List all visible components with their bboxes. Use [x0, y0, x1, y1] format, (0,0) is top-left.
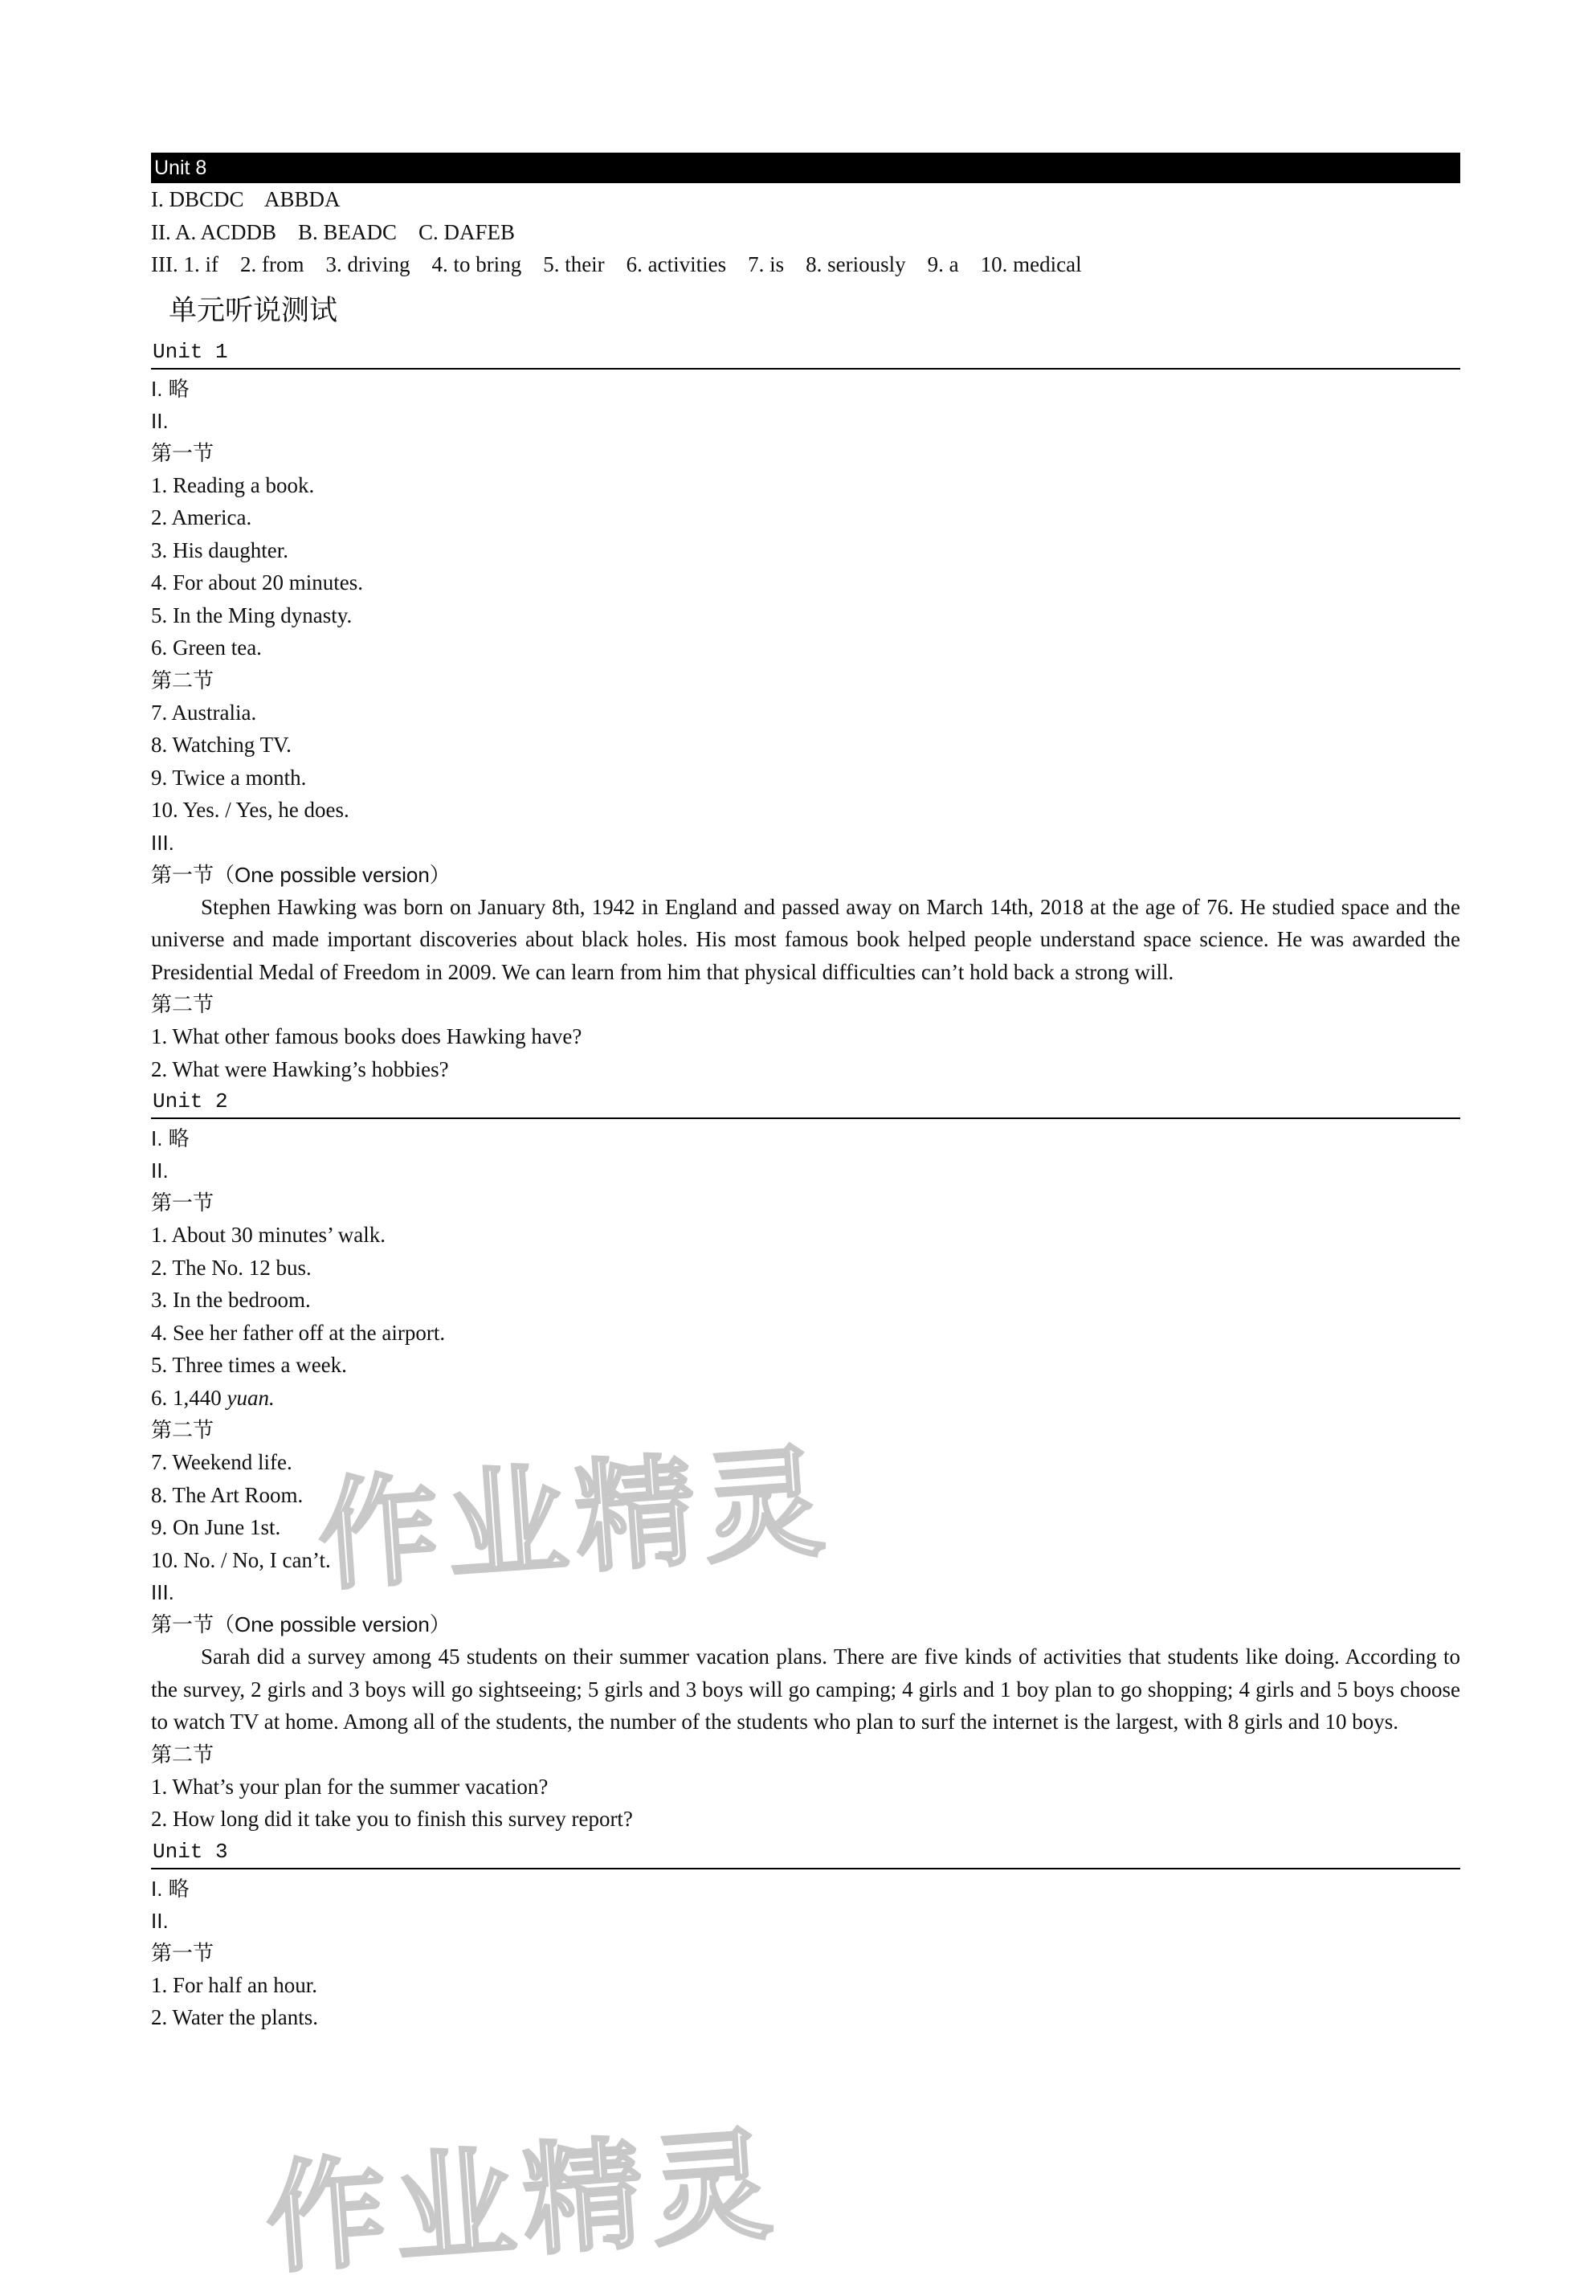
unit-1-heading: Unit 1	[151, 336, 1460, 370]
unit-3-part-ii: II.	[151, 1908, 169, 1933]
unit-2-part-iii: III.	[151, 1580, 174, 1604]
unit-2-jie-1-version: 第一节（One possible version）	[151, 1612, 451, 1636]
list-item: 8. The Art Room.	[151, 1482, 304, 1507]
list-item: 3. In the bedroom.	[151, 1288, 311, 1312]
list-item: 3. His daughter.	[151, 537, 288, 562]
unit-3-heading: Unit 3	[151, 1836, 1460, 1869]
unit-8-line-iii: III. 1. if 2. from 3. driving 4. to bring 5. their 6. activities 7. is 8. seriously 9. a 10. medical	[151, 252, 1082, 276]
unit-2-jie-2b: 第二节	[151, 1742, 214, 1767]
list-item: 6. Green tea.	[151, 635, 262, 660]
unit-2-part-ii: II.	[151, 1158, 169, 1183]
unit-2-paragraph: Sarah did a survey among 45 students on their summer vacation plans. There are five kinds of activities that students like doing. According to the survey, 2 girls and 3 boys will go sightseeing; 5 girls and 3 boys will go camping; 4 girls and 1 boy plan to go shopping; 4 girls and 5 boys choose to watch TV at home. Among all of the students, the number of the students who plan to surf the internet is the largest, with 8 girls and 10 boys.	[151, 1644, 1460, 1734]
unit-2-jie-2: 第二节	[151, 1418, 214, 1442]
unit-1-part-i: I. 略	[151, 376, 190, 401]
list-item: 1. For half an hour.	[151, 1972, 317, 1997]
unit-1-part-ii: II.	[151, 408, 169, 433]
list-item: 2. Water the plants.	[151, 2005, 319, 2029]
unit-1-jie-2: 第二节	[151, 668, 214, 692]
list-item: 2. America.	[151, 505, 252, 529]
answer-6-number: 6. 1,440	[151, 1385, 222, 1410]
list-item: 2. How long did it take you to finish this survey report?	[151, 1807, 633, 1831]
unit-2-heading: Unit 2	[151, 1085, 1460, 1119]
section-title: 单元听说测试	[169, 294, 338, 327]
list-item: 2. The No. 12 bus.	[151, 1255, 312, 1280]
list-item: 4. For about 20 minutes.	[151, 570, 363, 594]
unit-8-line-i: I. DBCDC ABBDA	[151, 187, 341, 211]
list-item: 1. About 30 minutes’ walk.	[151, 1223, 386, 1247]
list-item: 7. Australia.	[151, 700, 257, 725]
unit-2-jie-1: 第一节	[151, 1191, 214, 1215]
watermark: 作业精灵	[261, 2114, 785, 2291]
unit-1-jie-1-version: 第一节（One possible version）	[151, 862, 451, 887]
list-item: 8. Watching TV.	[151, 733, 292, 757]
list-item: 1. What’s your plan for the summer vacation?	[151, 1774, 549, 1799]
answer-6-unit: yuan.	[227, 1385, 275, 1410]
unit-1-jie-2b: 第二节	[151, 992, 214, 1016]
unit-1-jie-1: 第一节	[151, 440, 214, 465]
unit-1-part-iii: III.	[151, 830, 174, 855]
unit-2-part-i: I. 略	[151, 1126, 190, 1150]
list-item: 1. Reading a book.	[151, 472, 315, 497]
list-item: 5. In the Ming dynasty.	[151, 603, 353, 627]
unit-3-part-i: I. 略	[151, 1876, 190, 1901]
answer-key-page	[151, 153, 1460, 2034]
unit-1-paragraph: Stephen Hawking was born on January 8th, 1942 in England and passed away on March 14th, 2018 at the age of 76. He studied space and the universe and made important discoveries about black holes. His most famous book helped people understand space science. He was awarded the Presidential Medal of Freedom in 2009. We can learn from him that physical difficulties can’t hold back a strong will.	[151, 894, 1460, 984]
list-item: 10. Yes. / Yes, he does.	[151, 798, 349, 822]
list-item: 7. Weekend life.	[151, 1450, 292, 1474]
unit-3-jie-1: 第一节	[151, 1940, 214, 1965]
list-item: 9. On June 1st.	[151, 1515, 281, 1539]
list-item: 4. See her father off at the airport.	[151, 1320, 446, 1345]
list-item: 10. No. / No, I can’t.	[151, 1547, 331, 1572]
watermark: 作业精灵	[313, 1432, 837, 1608]
list-item: 2. What were Hawking’s hobbies?	[151, 1056, 449, 1081]
unit-8-header-bar: Unit 8	[151, 153, 1460, 183]
list-item: 1. What other famous books does Hawking have?	[151, 1024, 582, 1048]
list-item: 5. Three times a week.	[151, 1353, 347, 1377]
unit-8-line-ii: II. A. ACDDB B. BEADC C. DAFEB	[151, 219, 516, 244]
list-item: 9. Twice a month.	[151, 765, 307, 790]
